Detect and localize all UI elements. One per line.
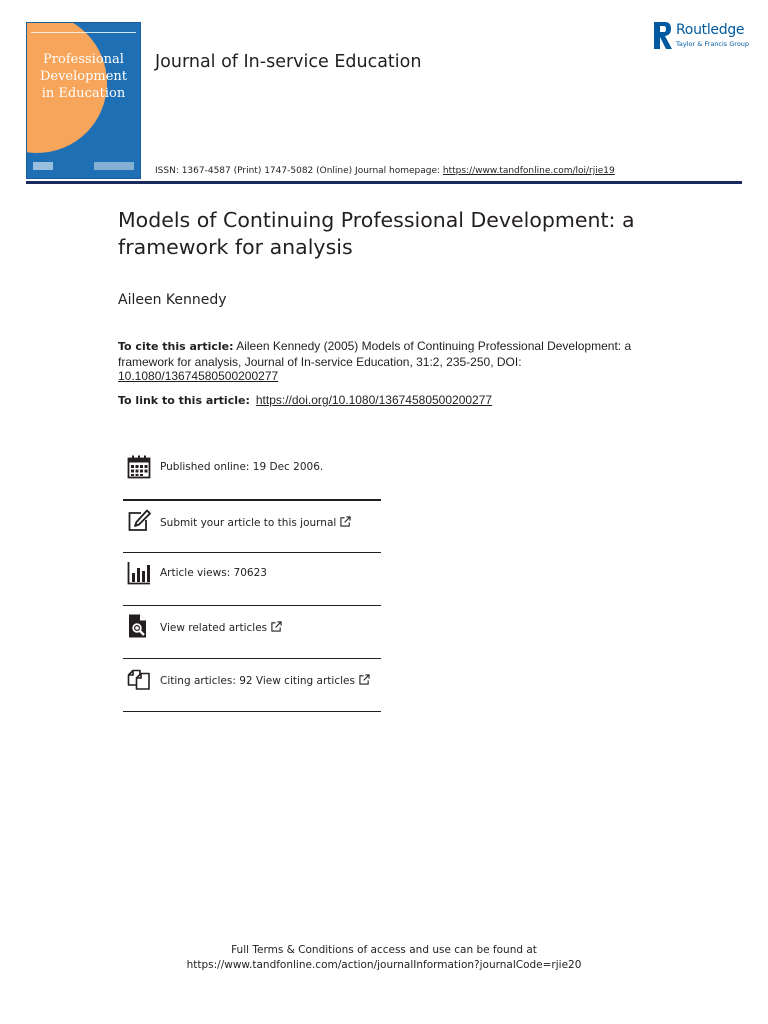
article-link-line: [118, 393, 492, 407]
info-divider: [123, 605, 381, 606]
info-divider: [123, 552, 381, 553]
submit-article-link[interactable]: [160, 516, 351, 529]
cite-label: To cite this article:: [118, 340, 234, 353]
article-title: [118, 207, 718, 261]
external-link-icon: [271, 621, 282, 632]
published-date: Published online: 19 Dec 2006.: [160, 461, 324, 473]
submit-article-row[interactable]: [123, 509, 381, 539]
journal-cover-image: [26, 22, 141, 179]
external-link-icon: [359, 674, 370, 685]
journal-homepage-link[interactable]: https://www.tandfonline.com/loi/rjie19: [442, 166, 615, 176]
journal-title: Journal of In-service Education: [155, 52, 422, 72]
cover-top-rule: [31, 32, 136, 36]
doi-link[interactable]: 10.1080/13674580500200277: [118, 369, 279, 383]
cover-logo-left: [33, 162, 53, 170]
cover-title-line: in Education: [41, 86, 126, 101]
info-divider: [123, 711, 381, 712]
issn-line: [155, 166, 615, 176]
cover-title: [27, 51, 140, 102]
publisher-logo: [654, 22, 749, 50]
external-link-icon: [340, 516, 351, 527]
cite-text: Aileen Kennedy (2005) Models of Continuing Professional Development: a framework for analysis, Journal of In-service Education, 31:2, 235-250, DOI:: [118, 339, 632, 369]
related-articles-row[interactable]: [123, 614, 381, 644]
publisher-name: Routledge: [676, 22, 745, 38]
article-views: Article views: 70623: [160, 567, 267, 579]
edit-icon: [127, 509, 151, 533]
terms-url[interactable]: https://www.tandfonline.com/action/journalInformation?journalCode=rjie20: [186, 959, 582, 971]
published-row: [123, 455, 381, 485]
citing-articles-icon: [127, 667, 151, 691]
cover-logo-right: [94, 162, 134, 170]
cover-title-line: Professional: [43, 52, 124, 67]
link-label: To link to this article:: [118, 394, 250, 407]
citing-articles-link[interactable]: [160, 674, 370, 687]
article-title-line: framework for analysis: [118, 235, 353, 259]
article-author: Aileen Kennedy: [118, 292, 227, 308]
related-articles-link[interactable]: [160, 621, 282, 634]
document-search-icon: [127, 614, 151, 638]
terms-footer: [0, 943, 768, 973]
citing-articles-row[interactable]: [123, 667, 381, 697]
calendar-icon: [127, 455, 151, 479]
cover-footer-logos: [33, 162, 134, 172]
article-doi-url[interactable]: https://doi.org/10.1080/13674580500200277: [255, 393, 493, 407]
publisher-group: Taylor & Francis Group: [676, 40, 750, 48]
citation-block: [118, 339, 638, 384]
issn-text: ISSN: 1367-4587 (Print) 1747-5082 (Online) Journal homepage:: [155, 166, 443, 176]
cover-title-line: Development: [39, 69, 128, 84]
related-articles-label: View related articles: [160, 622, 268, 634]
citing-articles-label: Citing articles: 92 View citing articles: [160, 675, 355, 687]
routledge-logo-icon: [654, 22, 672, 49]
submit-article-label: Submit your article to this journal: [160, 517, 337, 529]
terms-line: Full Terms & Conditions of access and use can be found at: [231, 944, 537, 956]
article-views-row: [123, 561, 381, 591]
info-divider: [123, 499, 381, 501]
article-title-line: Models of Continuing Professional Development: a: [118, 208, 635, 232]
bar-chart-icon: [127, 561, 151, 585]
info-divider: [123, 658, 381, 659]
header-divider: [26, 181, 742, 184]
